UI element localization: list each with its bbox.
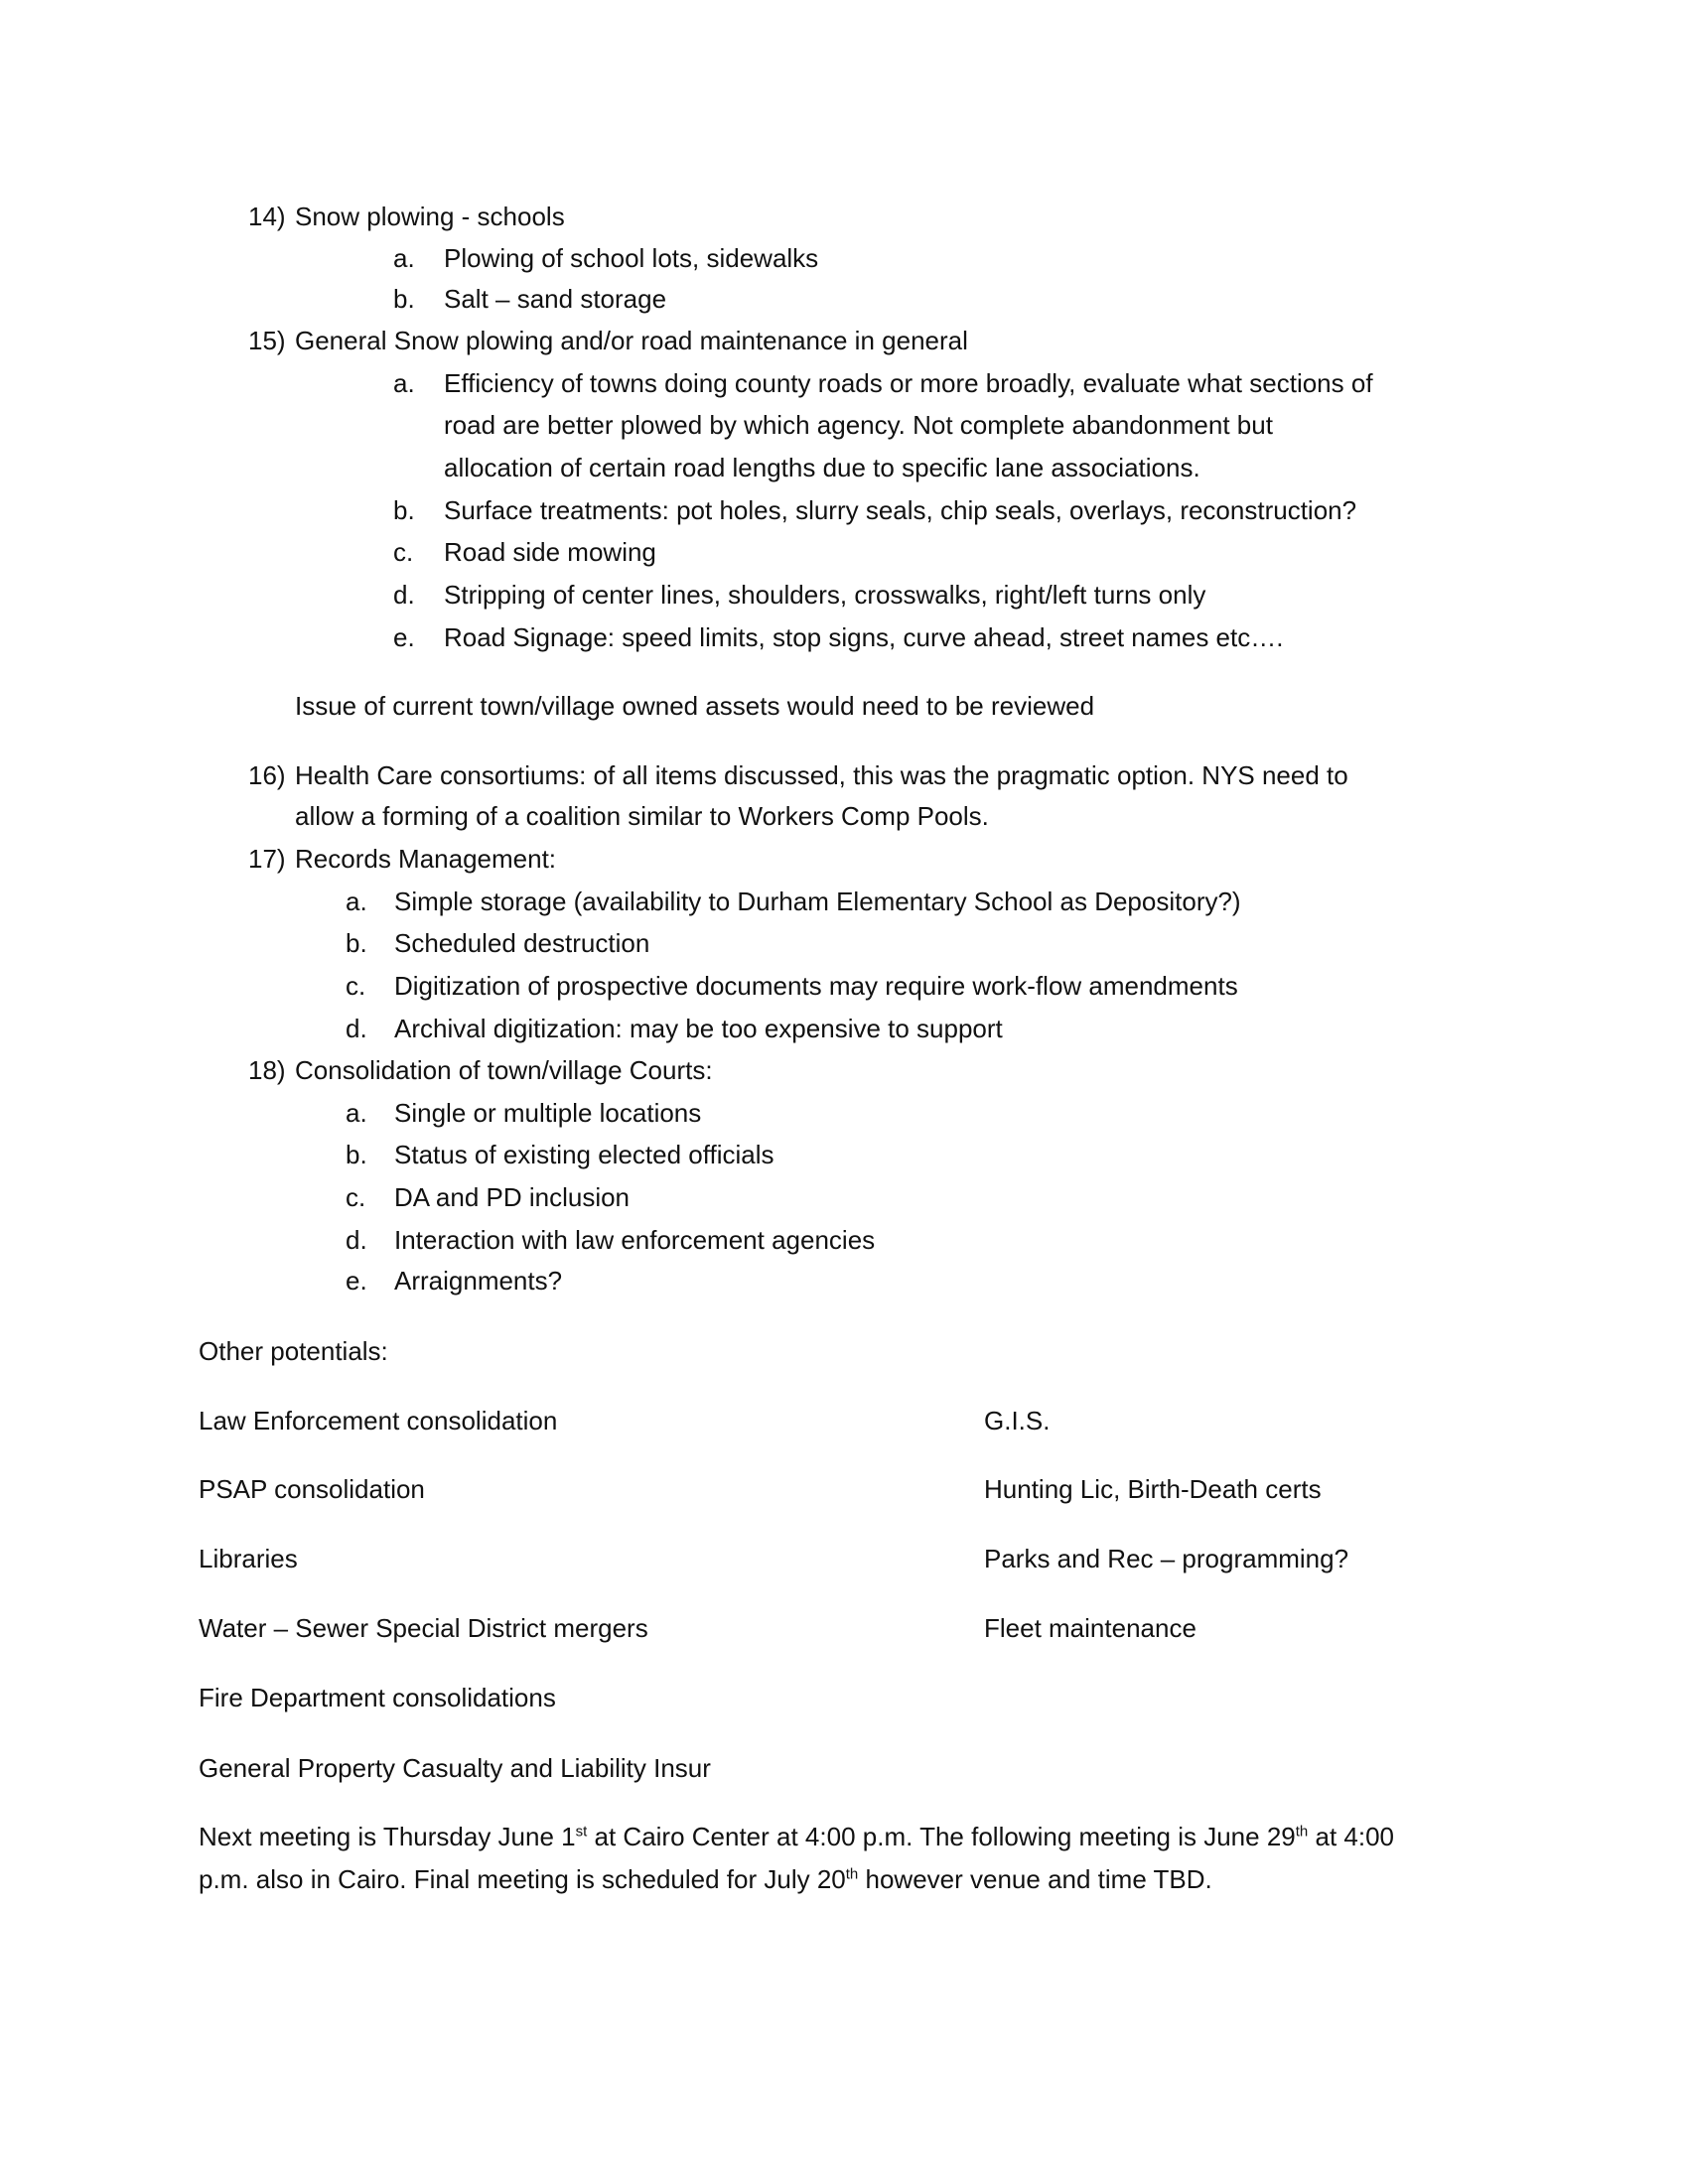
other-potentials-heading: Other potentials:	[199, 1336, 388, 1366]
item-number: 17)	[248, 844, 286, 874]
meeting-text: p.m. also in Cairo. Final meeting is scheduled for July 20	[199, 1864, 846, 1894]
meeting-line-2	[199, 1863, 1212, 1895]
subitem-marker: a.	[393, 368, 415, 398]
potential-item-right: Parks and Rec – programming?	[984, 1544, 1349, 1573]
meeting-text: however venue and time TBD.	[858, 1864, 1212, 1894]
ordinal-suffix: st	[575, 1823, 588, 1841]
subitem-text: Archival digitization: may be too expensive to support	[394, 1014, 1003, 1043]
item-title: Snow plowing - schools	[295, 202, 565, 231]
potential-item-right: Hunting Lic, Birth-Death certs	[984, 1474, 1322, 1504]
subitem-text: Scheduled destruction	[394, 928, 650, 958]
item-title-continued: allow a forming of a coalition similar to Workers Comp Pools.	[295, 801, 989, 831]
subitem-text: DA and PD inclusion	[394, 1182, 631, 1212]
meeting-text: at 4:00	[1308, 1822, 1394, 1851]
subitem-text: Salt – sand storage	[444, 284, 667, 314]
item-number: 16)	[248, 760, 286, 790]
subitem-marker: d.	[346, 1014, 367, 1043]
subitem-marker: e.	[346, 1266, 367, 1296]
subitem-marker: a.	[346, 1098, 367, 1128]
subitem-text: Stripping of center lines, shoulders, crosswalks, right/left turns only	[444, 580, 1206, 610]
subitem-text: Digitization of prospective documents may require work-flow amendments	[394, 971, 1238, 1001]
potential-item-left: Fire Department consolidations	[199, 1683, 556, 1712]
potential-item-left: Libraries	[199, 1544, 298, 1573]
meeting-text: at Cairo Center at 4:00 p.m. The following meeting is June 29	[587, 1822, 1296, 1851]
subitem-text: Road Signage: speed limits, stop signs, curve ahead, street names etc….	[444, 622, 1284, 652]
subitem-text: Road side mowing	[444, 537, 656, 567]
subitem-marker: e.	[393, 622, 415, 652]
subitem-marker: b.	[393, 284, 415, 314]
ordinal-suffix: th	[845, 1865, 859, 1883]
subitem-text: Plowing of school lots, sidewalks	[444, 243, 819, 273]
item-title: Records Management:	[295, 844, 557, 874]
subitem-marker: b.	[346, 1140, 367, 1169]
subitem-text: Single or multiple locations	[394, 1098, 702, 1128]
subitem-marker: d.	[346, 1225, 367, 1255]
item-title: Consolidation of town/village Courts:	[295, 1055, 713, 1085]
meeting-text: Next meeting is Thursday June 1	[199, 1822, 576, 1851]
item-title: Health Care consortiums: of all items discussed, this was the pragmatic option. NYS need to	[295, 760, 1348, 790]
item-number: 15)	[248, 326, 286, 355]
subitem-text-continued: allocation of certain road lengths due to specific lane associations.	[444, 453, 1200, 482]
meeting-line-1	[199, 1821, 1394, 1852]
subitem-text: Surface treatments: pot holes, slurry seals, chip seals, overlays, reconstruction?	[444, 495, 1357, 525]
item-number: 18)	[248, 1055, 286, 1085]
subitem-text: Arraignments?	[394, 1266, 563, 1296]
subitem-marker: c.	[393, 537, 414, 567]
subitem-marker: c.	[346, 1182, 366, 1212]
subitem-marker: c.	[346, 971, 366, 1001]
item-note: Issue of current town/village owned assets would need to be reviewed	[295, 691, 1095, 721]
subitem-text: Efficiency of towns doing county roads or more broadly, evaluate what sections of	[444, 368, 1373, 398]
item-number: 14)	[248, 202, 286, 231]
potential-item-left: Law Enforcement consolidation	[199, 1406, 558, 1435]
potential-item-right: G.I.S.	[984, 1406, 1051, 1435]
subitem-text: Interaction with law enforcement agencies	[394, 1225, 876, 1255]
subitem-marker: d.	[393, 580, 415, 610]
subitem-marker: a.	[346, 887, 367, 916]
item-title: General Snow plowing and/or road maintenance in general	[295, 326, 968, 355]
potential-item-left: PSAP consolidation	[199, 1474, 425, 1504]
subitem-marker: b.	[393, 495, 415, 525]
potential-item-right: Fleet maintenance	[984, 1613, 1196, 1643]
subitem-marker: b.	[346, 928, 367, 958]
ordinal-suffix: th	[1295, 1823, 1309, 1841]
subitem-text-continued: road are better plowed by which agency. Not complete abandonment but	[444, 410, 1273, 440]
potential-item-left: General Property Casualty and Liability Insur	[199, 1753, 711, 1783]
subitem-text: Status of existing elected officials	[394, 1140, 774, 1169]
subitem-text: Simple storage (availability to Durham Elementary School as Depository?)	[394, 887, 1241, 916]
potential-item-left: Water – Sewer Special District mergers	[199, 1613, 648, 1643]
subitem-marker: a.	[393, 243, 415, 273]
